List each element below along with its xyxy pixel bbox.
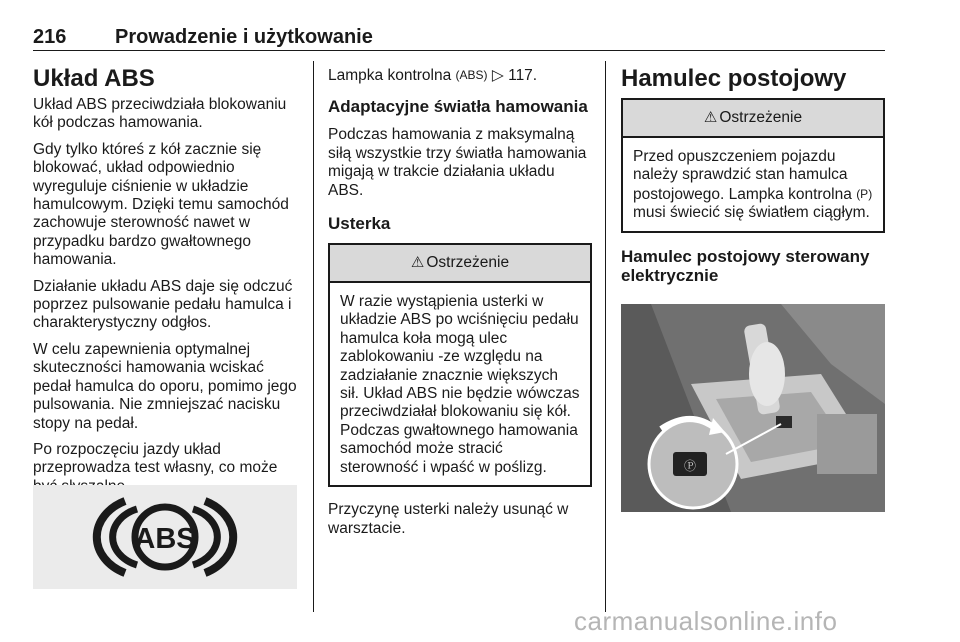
- abs-heading: Układ ABS: [33, 65, 155, 92]
- adaptive-lights-heading: Adaptacyjne światła hamowania: [328, 97, 588, 117]
- lamp-label: Lampka kontrolna: [328, 67, 452, 84]
- column-divider-1: [313, 61, 314, 612]
- warning-text-part: Przed opuszczeniem pojazdu należy sprawdzić stan hamulca postojowego. Lampka kontrolna: [633, 148, 852, 203]
- warning-body: [330, 283, 590, 485]
- parking-brake-photo: [621, 304, 885, 512]
- warning-body: [623, 138, 883, 231]
- warning-text: W razie wystąpienia usterki w układzie ABS po wciśnięciu pedału hamulca koła mogą ulec zablokowaniu -ze względu na zadziałanie znacznie większych sił. Układ ABS nie będzie wówczas przeciwdziałał blokowaniu się kół. Podczas gwałtownego hamowania samochód może stracić sterowność i wpaść w poślizg.: [340, 293, 580, 476]
- abs-paragraph: Układ ABS przeciwdziała blokowaniu kół podczas hamowania.: [33, 96, 287, 132]
- header-rule: [33, 50, 885, 51]
- page-number: 216: [33, 26, 67, 48]
- parking-warning-box: [621, 98, 885, 233]
- warning-triangle-icon: ⚠: [410, 254, 425, 272]
- column-abs: [33, 66, 301, 504]
- abs-lamp-icon: (ABS): [455, 68, 488, 82]
- fault-heading: Usterka: [328, 214, 391, 234]
- watermark: carmanualsonline.info: [574, 606, 838, 636]
- warning-header: [330, 245, 590, 283]
- abs-paragraph: Gdy tylko któreś z kół zacznie się blokować, układ odpowiednio wyreguluje ciśnienie w układzie hamulcowym. Dzięki temu samochód zachowuje sterowność nawet w przypadku bardzo gwałtownego hamowania.: [33, 140, 289, 269]
- electric-parking-brake-heading: Hamulec postojowy sterowany elektrycznie: [621, 246, 870, 285]
- fault-after-text: Przyczynę usterki należy usunąć w warsztacie.: [328, 501, 569, 537]
- lamp-reference: [328, 66, 592, 85]
- warning-triangle-icon: ⚠: [703, 109, 718, 126]
- adaptive-lights-text: Podczas hamowania z maksymalną siłą wszystkie trzy światła hamowania migają w trakcie działania układu ABS.: [328, 126, 587, 199]
- abs-paragraph: Po rozpoczęciu jazdy układ przeprowadza test własny, co może: [33, 440, 278, 477]
- abs-symbol-illustration: [33, 485, 297, 589]
- column-brake-lights: [328, 66, 592, 546]
- abs-warning-icon: [33, 485, 297, 589]
- column-divider-2: [605, 61, 606, 612]
- lamp-page-ref[interactable]: 117.: [508, 67, 538, 84]
- warning-header: [623, 100, 883, 138]
- abs-paragraph: W celu zapewnienia optymalnej skuteczności hamowania wciskać pedał hamulca do oporu, pomimo jego pulsowania. Nie zmniejszać nacisku stopy na pedał.: [33, 340, 297, 432]
- parking-brake-lamp-icon: (P): [856, 186, 873, 201]
- warning-text: [633, 148, 873, 223]
- svg-text:Ⓟ: Ⓟ: [683, 459, 697, 473]
- parking-brake-photo-illustration: [621, 304, 885, 512]
- abs-paragraph: Działanie układu ABS daje się odczuć poprzez pulsowanie pedału hamulca i charakterystyczny odgłos.: [33, 277, 293, 332]
- warning-title: Ostrzeżenie: [719, 109, 803, 126]
- parking-brake-heading: Hamulec postojowy: [621, 65, 847, 92]
- warning-text-part: musi świecić się światłem ciągłym.: [633, 204, 870, 222]
- abs-symbol-text: ABS: [134, 523, 196, 555]
- page-header: [33, 22, 885, 50]
- fault-warning-box: [328, 243, 592, 487]
- page-title: Prowadzenie i użytkowanie: [115, 26, 373, 48]
- warning-title: Ostrzeżenie: [426, 254, 510, 272]
- page-reference-arrow-icon: ▷: [491, 67, 504, 84]
- column-parking-brake: [621, 66, 885, 295]
